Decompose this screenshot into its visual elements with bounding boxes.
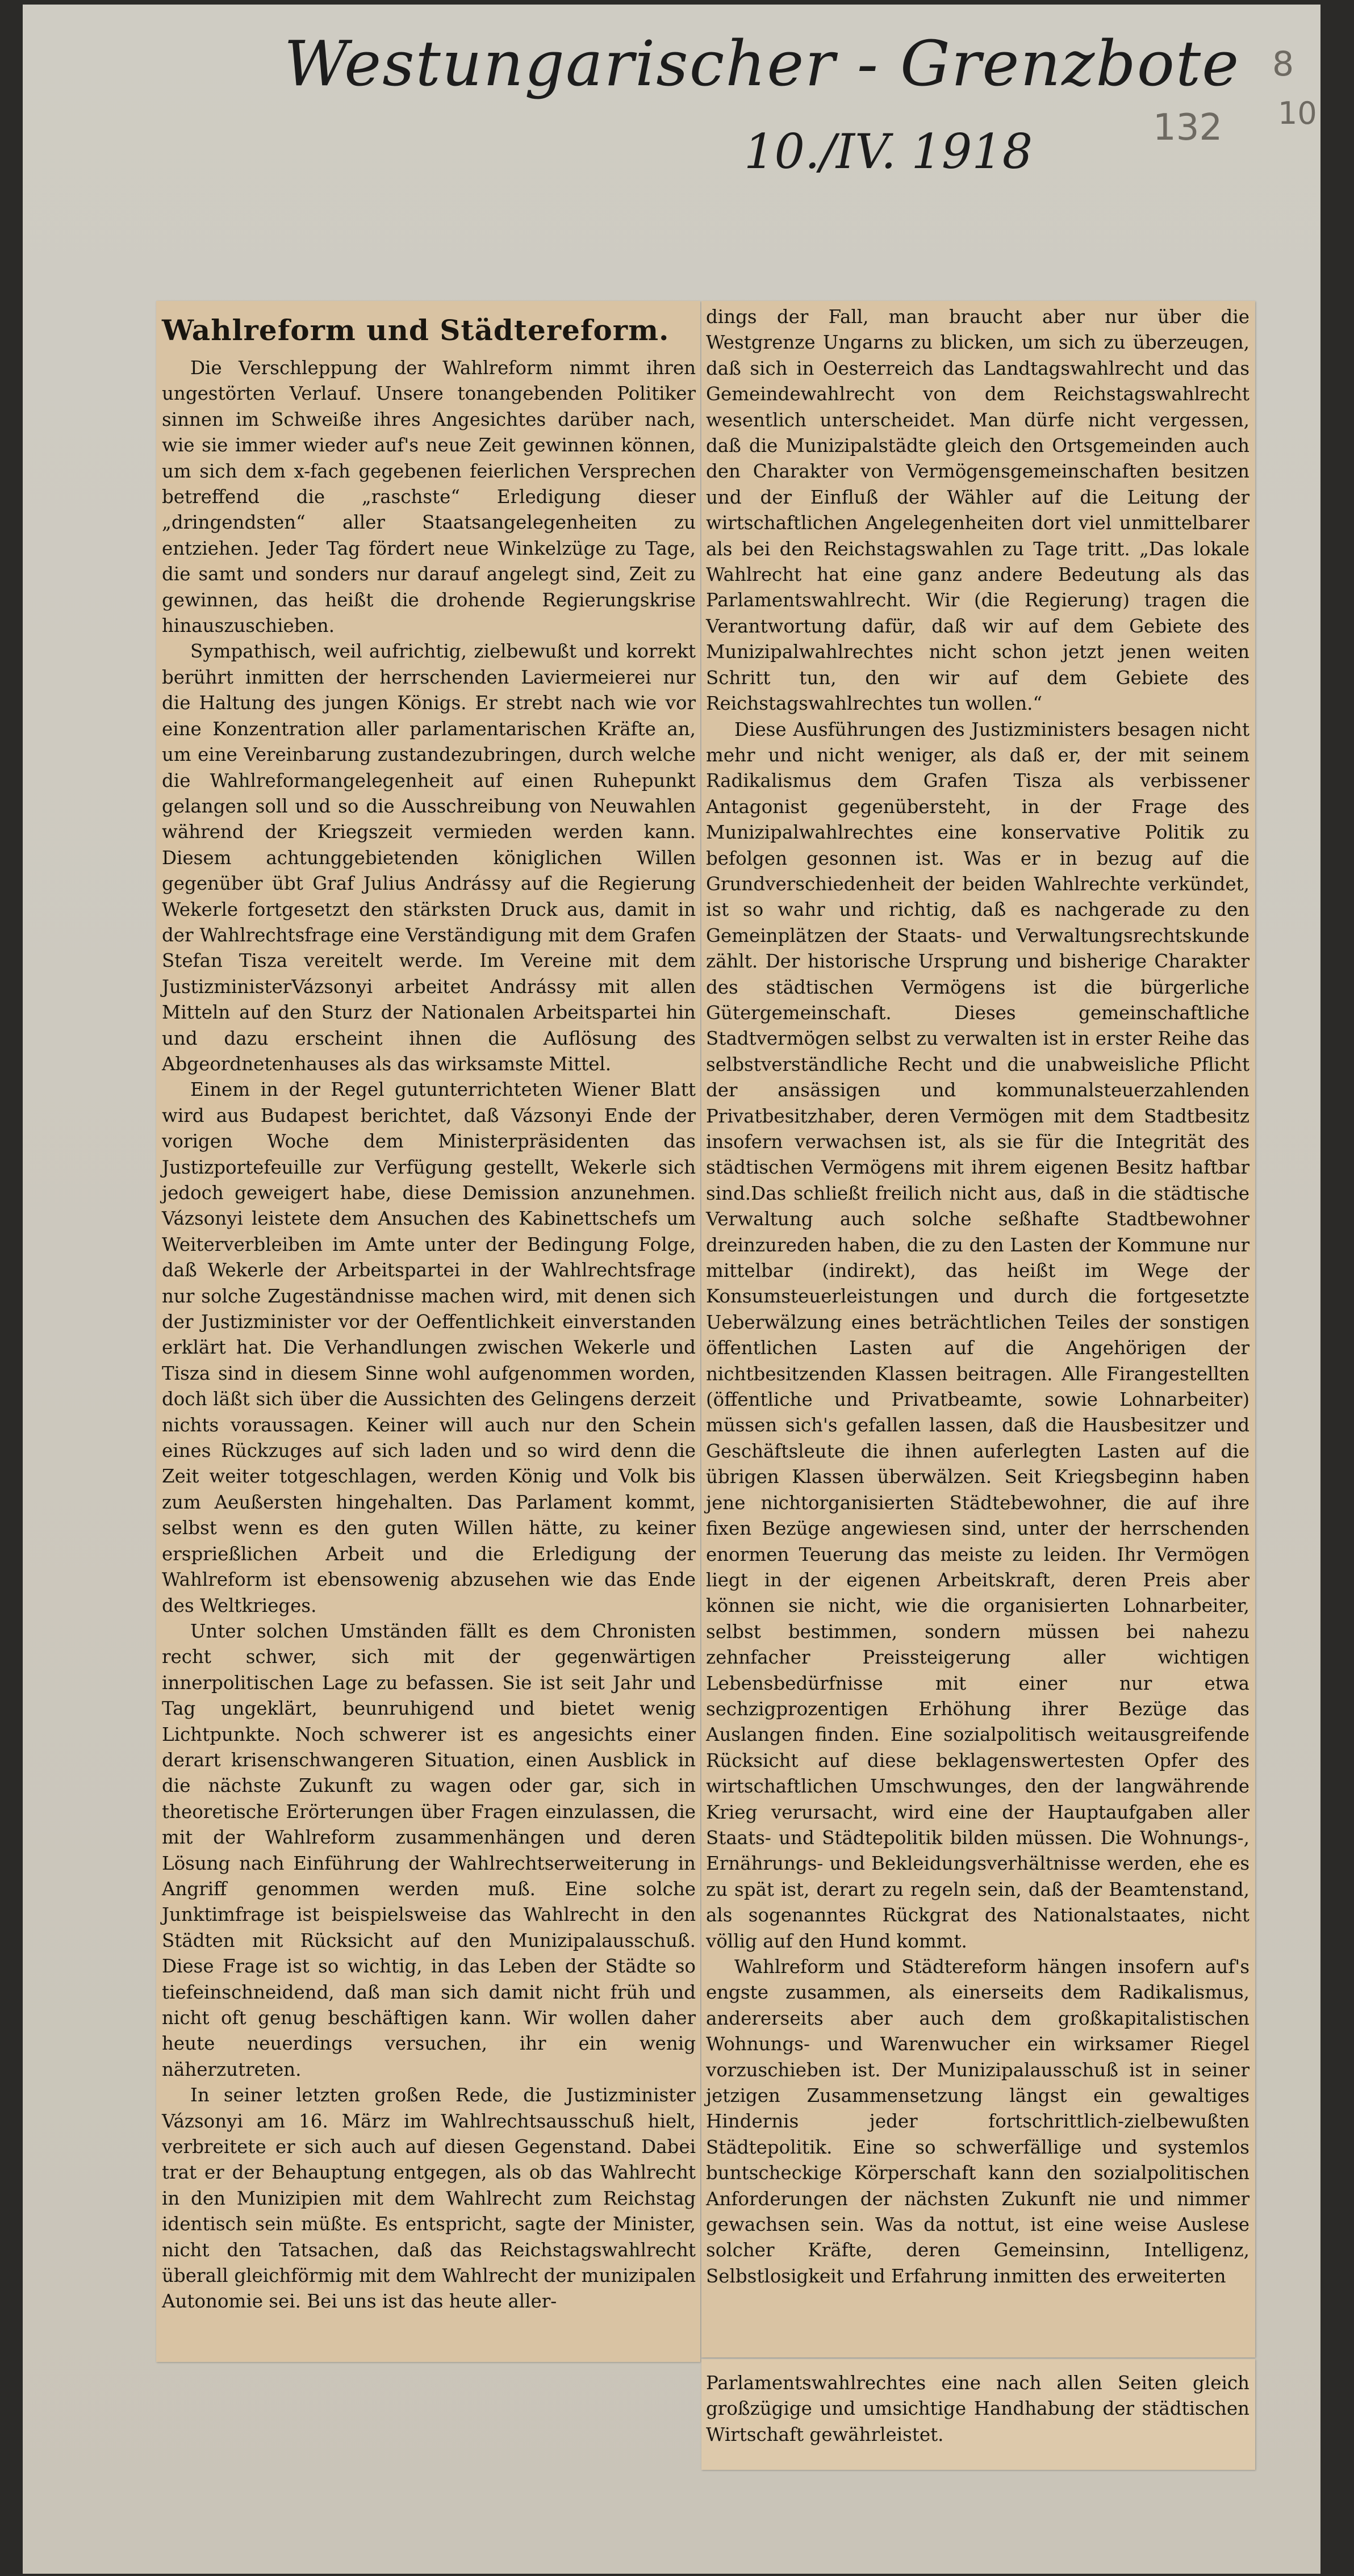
handwritten-source-title: Westungarischer - Grenzbote (284, 27, 1240, 100)
paragraph: Unter solchen Umständen fällt es dem Chronisten recht schwer, sich mit der gegenwärtigen innerpolitischen Lage zu befassen. Sie ist seit Jahr und Tag ungeklärt, beunruhigend und bietet wenig Lichtpunkte. Noch schwerer ist es angesichts einer derart krisenschwangeren Situation, einen Ausblick in die nächste Zukunft zu wagen oder gar, sich in theoretische Erörterungen über Fragen einzulassen, die mit der Wahlreform zusammenhängen und deren Lösung nach Einführung der Wahlrechtserweiterung in Angriff genommen werden muß. Eine solche Junktimfrage ist beispielsweise das Wahlrecht in den Städten mit Rücksicht auf den Munizipalausschuß. Diese Frage ist so wichtig, in das Leben der Städte so tiefeinschneidend, daß man sich damit nicht früh und nicht oft genug beschäftigen kann. Wir wollen daher heute neuerdings versuchen, ihr ein wenig näherzutreten. (162, 1620, 696, 2080)
paragraph: In seiner letzten großen Rede, die Justizminister Vázsonyi am 16. März im Wahlrechtsausschuß hielt, verbreitete er sich auch auf diesen Gegenstand. Dabei trat er der Behauptung entgegen, als ob das Wahlrecht in den Munizipien mit dem Wahlrecht zum Reichstag identisch sein müßte. Es entspricht, sagte der Minister, nicht den Tatsachen, daß das Reichstagswahlrecht überall gleichförmig mit dem Wahlrecht der munizipalen Autonomie sei. Bei uns ist das heute aller- (162, 2084, 696, 2313)
pencil-mark-2: 10 (1278, 95, 1317, 131)
archive-number: 132 (1153, 107, 1223, 149)
handwritten-date: 10./IV. 1918 (744, 124, 1033, 179)
article-column-right (701, 301, 1255, 2357)
paragraph: Parlamentswahlrechtes eine nach allen Seiten gleich großzügige und umsichtige Handhabung der städtischen Wirtschaft gewährleistet. (706, 2372, 1249, 2445)
pencil-mark-1: 8 (1272, 44, 1294, 84)
paragraph: Sympathisch, weil aufrichtig, zielbewußt und korrekt berührt inmitten der herrschenden Laviermeierei nur die Haltung des jungen Königs. Er strebt nach wie vor eine Konzentration aller parlamentarischen Kräfte an, um eine Vereinbarung zustandezubringen, durch welche die Wahlreformangelegenheit auf einen Ruhepunkt gelangen soll und so die Ausschreibung von Neuwahlen während der Kriegszeit vermieden werden kann. Diesem achtunggebietenden königlichen Willen gegenüber übt Graf Julius Andrássy auf die Regierung Wekerle fortgesetzt den stärksten Druck aus, damit in der Wahlrechtsfrage eine Verständigung mit dem Grafen Stefan Tisza vereitelt werde. Im Vereine mit dem JustizministerVázsonyi arbeitet Andrássy mit allen Mitteln auf den Sturz der Nationalen Arbeitspartei hin und dazu erscheint ihnen die Auflösung des Abgeordnetenhauses als das wirksamste Mittel. (162, 640, 696, 1075)
article-headline: Wahlreform und Städtereform. (162, 313, 670, 347)
article-column-tail (701, 2359, 1255, 2470)
paragraph: Die Verschleppung der Wahlreform nimmt ihren ungestörten Verlauf. Unsere tonangebenden Politiker sinnen im Schweiße ihres Angesichtes darüber nach, wie sie immer wieder auf's neue Zeit gewinnen können, um sich dem x-fach gegebenen feierlichen Versprechen betreffend die „raschste“ Erledigung dieser „dringendsten“ aller Staatsangelegenheiten zu entziehen. Jeder Tag fördert neue Winkelzüge zu Tage, die samt und sonders nur darauf angelegt sind, Zeit zu gewinnen, das heißt die drohende Regierungskrise hinauszuschieben. (162, 357, 696, 637)
paragraph: Wahlreform und Städtereform hängen insofern auf's engste zusammen, als einerseits dem Radikalismus, andererseits aber auch dem großkapitalistischen Wohnungs- und Warenwucher ein wirksamer Riegel vorzuschieben ist. Der Munizipalausschuß ist in seiner jetzigen Zusammensetzung längst ein gewaltiges Hindernis jeder fortschrittlich-zielbewußten Städtepolitik. Eine so schwerfällige und systemlos buntscheckige Körperschaft kann den sozialpolitischen Anforderungen der nächsten Zukunft nie und nimmer gewachsen sein. Was da nottut, ist eine weise Auslese solcher Kräfte, deren Gemeinsinn, Intelligenz, Selbstlosigkeit und Erfahrung inmitten des erweiterten (706, 1956, 1249, 2287)
article-column-left (156, 301, 700, 2362)
paragraph: Diese Ausführungen des Justizministers besagen nicht mehr und nicht weniger, als daß er, der mit seinem Radikalismus dem Grafen Tisza als verbissener Antagonist gegenübersteht, in der Frage des Munizipalwahlrechtes eine konservative Politik zu befolgen gesonnen ist. Was er in bezug auf die Grundverschiedenheit der beiden Wahlrechte verkündet, ist so wahr und richtig, daß es nachgerade zu den Gemeinplätzen der Staats- und Verwaltungsrechtskunde zählt. Der historische Ursprung und bisherige Charakter des städtischen Vermögens ist die bürgerliche Gütergemeinschaft. Dieses gemeinschaftliche Stadtvermögen selbst zu verwalten ist in erster Reihe das selbstverständliche Recht und die unabweisliche Pflicht der ansässigen und kommunalsteuerzahlenden Privatbesitzhaber, deren Vermögen mit dem Stadtbesitz insofern verwachsen ist, als sie für die Integrität des städtischen Vermögens mit ihrem eigenen Besitz haftbar sind.Das schließt freilich nicht aus, daß in die städtische Verwaltung auch solche seßhafte Stadtbewohner dreinzureden haben, die zu den Lasten der Kommune nur mittelbar (indirekt), das heißt im Wege der Konsumsteuerleistungen und durch die fortgesetzte Ueberwälzung eines beträchtlichen Teiles der sonstigen öffentlichen Lasten auf die Angehörigen der nichtbesitzenden Klassen beitragen. Alle Firangestellten (öffentliche und Privatbeamte, sowie Lohnarbeiter) müssen sich's gefallen lassen, daß die Hausbesitzer und Geschäftsleute die ihnen auferlegten Lasten auf die übrigen Klassen überwälzen. Seit Kriegsbeginn haben jene nichtorganisierten Städtebewohner, die auf ihre fixen Bezüge angewiesen sind, unter der herrschenden enormen Teuerung das meiste zu leiden. Ihr Vermögen liegt in der eigenen Arbeitskraft, deren Preis aber können sie nicht, wie die organisierten Lohnarbeiter, selbst bestimmen, sondern müssen bei nahezu zehnfacher Preissteigerung aller wichtigen Lebensbedürfnisse mit einer nur etwa sechzigprozentigen Erhöhung ihrer Bezüge das Auslangen finden. Eine sozialpolitisch weitausgreifende Rücksicht auf diese beklagenswertesten Opfer des wirtschaftlichen Umschwunges, den der langwährende Krieg verursacht, wird eine der Hauptaufgaben aller Staats- und Städtepolitik bilden müssen. Die Wohnungs-, Ernährungs- und Bekleidungsverhältnisse werden, ehe es zu spät ist, derart zu regeln sein, daß der Beamtenstand, als sogenanntes Rückgrat des Nationalstaates, nicht völlig auf den Hund kommt. (706, 718, 1249, 1952)
paragraph: Einem in der Regel gutunterrichteten Wiener Blatt wird aus Budapest berichtet, daß Vázsonyi Ende der vorigen Woche dem Ministerpräsidenten das Justizportefeuille zur Verfügung gestellt, Wekerle sich jedoch geweigert habe, diese Demission anzunehmen. Vázsonyi leistete dem Ansuchen des Kabinettschefs um Weiterverbleiben im Amte unter der Bedingung Folge, daß Wekerle der Arbeitspartei in der Wahlrechtsfrage nur solche Zugeständnisse machen wird, mit denen sich der Justizminister vor der Oeffentlichkeit einverstanden erklärt hat. Die Verhandlungen zwischen Wekerle und Tisza sind in diesem Sinne wohl aufgenommen worden, doch läßt sich über die Aussichten des Gelingens derzeit nichts voraussagen. Keiner will auch nur den Schein eines Rückzuges auf sich laden und so wird denn die Zeit weiter totgeschlagen, werden König und Volk bis zum Aeußersten hingehalten. Das Parlament kommt, selbst wenn es den guten Willen hätte, zu keiner ersprießlichen Arbeit und die Erledigung der Wahlreform ist ebensowenig abzusehen wie das Ende des Weltkrieges. (162, 1079, 696, 1616)
paragraph: dings der Fall, man braucht aber nur über die Westgrenze Ungarns zu blicken, um sich zu überzeugen, daß sich in Oesterreich das Landtagswahlrecht und das Gemeindewahlrecht von dem Reichstagswahlrecht wesentlich unterscheidet. Man dürfe nicht vergessen, daß die Munizipalstädte gleich den Ortsgemeinden auch den Charakter von Vermögensgemeinschaften besitzen und der Einfluß der Wähler auf die Leitung der wirtschaftlichen Angelegenheiten dort viel unmittelbarer als bei den Reichstagswahlen zu Tage tritt. „Das lokale Wahlrecht hat eine ganz andere Bedeutung als das Parlamentswahlrecht. Wir (die Regierung) tragen die Verantwortung dafür, daß wir auf dem Gebiete des Munizipalwahlrechtes nicht schon jetzt jenen weiten Schritt tun, den wir auf dem Gebiete des Reichstagswahlrechtes tun wollen.“ (706, 306, 1249, 715)
